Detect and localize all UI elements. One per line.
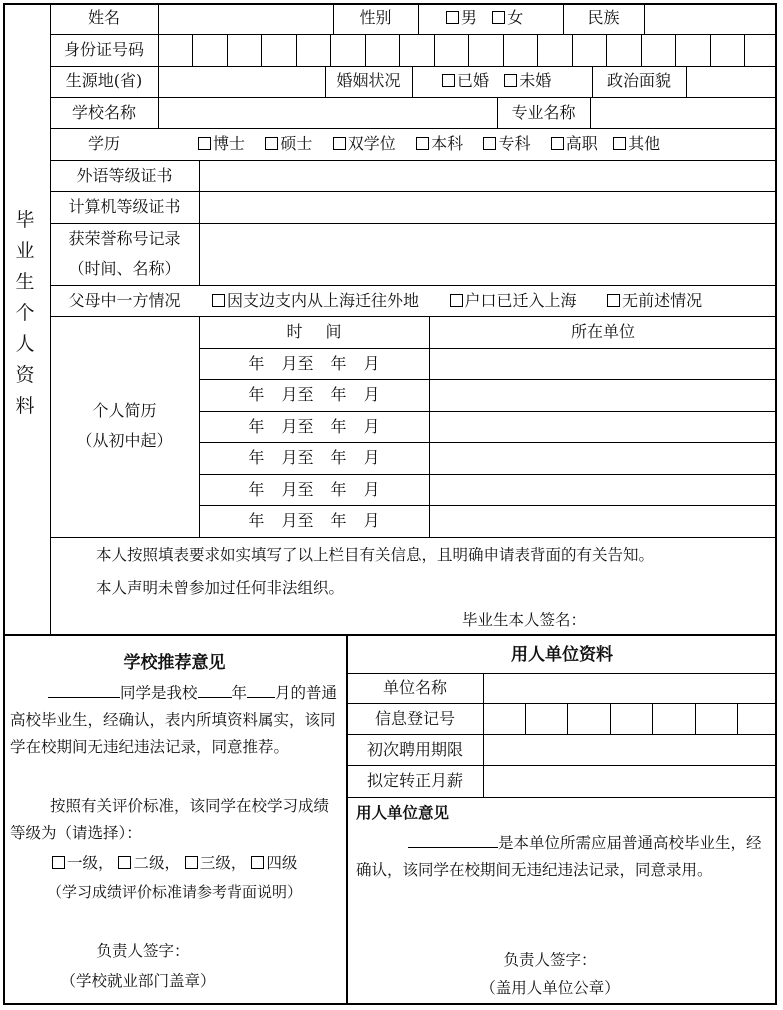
rule	[199, 474, 777, 475]
rule	[50, 160, 777, 161]
rule	[199, 411, 777, 412]
rule	[675, 34, 676, 66]
rule	[686, 66, 687, 98]
rule	[261, 34, 262, 66]
term-label: 初次聘用期限	[366, 740, 463, 759]
checkbox-icon	[333, 137, 346, 150]
year-blank[interactable]	[198, 697, 232, 698]
major-label: 专业名称	[511, 103, 576, 122]
rule	[737, 703, 738, 735]
grade-1-checkbox[interactable]: 一级，	[52, 854, 114, 872]
rule	[399, 34, 400, 66]
month-blank[interactable]	[247, 697, 275, 698]
id-number-label: 身份证号码	[63, 40, 144, 59]
declaration-line-1: 本人按照填表要求如实填写了以上栏目有关信息，且明确申请表背面的有关告知。	[96, 546, 655, 564]
time-header: 时 间	[286, 322, 342, 341]
rule	[695, 703, 696, 735]
rule	[50, 66, 777, 67]
political-label: 政治面貌	[606, 71, 671, 90]
rule	[158, 3, 159, 129]
gender-options	[446, 8, 523, 28]
rule	[330, 34, 331, 66]
rule	[296, 34, 297, 66]
resume-time-row: 年 月至 年 月	[248, 480, 380, 499]
origin-label: 生源地(省)	[65, 71, 143, 90]
section-divider	[3, 634, 777, 636]
reg-no-label: 信息登记号	[374, 709, 455, 728]
checkbox-icon	[492, 11, 505, 24]
rule	[199, 160, 200, 286]
declaration-line-2: 本人声明未曾参加过任何非法组织。	[96, 579, 345, 597]
edu-master-checkbox[interactable]: 硕士	[265, 134, 312, 153]
rule	[50, 191, 777, 192]
rule	[50, 34, 777, 35]
rule	[434, 34, 435, 66]
rule	[744, 34, 745, 66]
married-checkbox[interactable]: 已婚	[442, 71, 489, 90]
computer-cert-label: 计算机等级证书	[68, 197, 181, 216]
section-label: 毕 业 生 个 人 资 料	[15, 209, 35, 417]
resume-time-row: 年 月至 年 月	[248, 417, 380, 436]
resume-time-row: 年 月至 年 月	[248, 385, 380, 404]
checkbox-icon	[52, 856, 65, 869]
unmarried-checkbox[interactable]: 未婚	[504, 71, 551, 90]
unit-name-label: 单位名称	[382, 678, 447, 697]
rule	[50, 316, 777, 317]
edu-vocational-checkbox[interactable]: 高职	[551, 134, 598, 153]
gender-label: 性别	[359, 8, 392, 27]
rule	[347, 797, 777, 798]
employer-stamp-label: （盖用人单位公章）	[480, 979, 620, 997]
rule	[199, 379, 777, 380]
checkbox-icon	[607, 294, 620, 307]
salary-label: 拟定转正月薪	[366, 771, 463, 790]
rule	[429, 316, 430, 538]
checkbox-icon	[185, 856, 198, 869]
grade-3-checkbox[interactable]: 三级，	[185, 854, 247, 872]
parent-moved-out-checkbox[interactable]: 因支边支内从上海迁往外地	[212, 291, 419, 310]
rule	[525, 703, 526, 735]
checkbox-icon	[198, 137, 211, 150]
rule	[347, 703, 777, 704]
employer-sign-label: 负责人签字：	[503, 951, 597, 969]
checkbox-icon	[265, 137, 278, 150]
edu-other-checkbox[interactable]: 其他	[613, 134, 660, 153]
checkbox-icon	[446, 11, 459, 24]
rule	[50, 97, 777, 98]
school-opinion-paragraph: 同学是我校 年 月的普通高校毕业生，经确认，表内所填资料属实，该同学在校期间无违纪违法记录，同意推荐。	[10, 684, 338, 756]
checkbox-icon	[212, 294, 225, 307]
grade-2-checkbox[interactable]: 二级，	[118, 854, 180, 872]
checkbox-icon	[504, 74, 517, 87]
grade-options	[52, 853, 297, 873]
edu-bachelor-checkbox[interactable]: 本科	[416, 134, 463, 153]
ethnicity-label: 民族	[587, 8, 620, 27]
employer-opinion-title: 用人单位意见	[356, 803, 450, 822]
student-name-blank[interactable]	[48, 697, 120, 698]
rule	[652, 703, 653, 735]
rule	[537, 34, 538, 66]
name-label: 姓名	[87, 8, 120, 27]
gender-female-checkbox[interactable]: 女	[492, 8, 523, 27]
rule	[192, 34, 193, 66]
edu-college-checkbox[interactable]: 专科	[483, 134, 530, 153]
rule	[199, 442, 777, 443]
rule	[590, 97, 591, 129]
employer-title: 用人单位资料	[511, 645, 613, 665]
rule	[365, 34, 366, 66]
rule	[199, 505, 777, 506]
resume-label: 个人简历	[92, 401, 157, 420]
checkbox-icon	[483, 137, 496, 150]
rule	[567, 703, 568, 735]
rule	[227, 34, 228, 66]
rule	[347, 734, 777, 735]
parent-none-checkbox[interactable]: 无前述情况	[607, 291, 702, 310]
checkbox-icon	[551, 137, 564, 150]
honor-label: 获荣誉称号记录	[68, 229, 181, 248]
rule	[50, 223, 777, 224]
rule	[572, 34, 573, 66]
honor-sublabel: （时间、名称）	[68, 259, 181, 278]
rule	[710, 34, 711, 66]
parent-hukou-checkbox[interactable]: 户口已迁入上海	[450, 291, 577, 310]
resume-time-row: 年 月至 年 月	[248, 354, 380, 373]
school-opinion-title: 学校推荐意见	[123, 653, 226, 673]
rule	[503, 34, 504, 66]
checkbox-icon	[613, 137, 626, 150]
rule	[199, 348, 777, 349]
school-label: 学校名称	[71, 103, 136, 122]
edu-double-degree-checkbox[interactable]: 双学位	[333, 134, 396, 153]
resume-time-row: 年 月至 年 月	[248, 448, 380, 467]
school-sign-label: 负责人签字：	[96, 942, 190, 960]
checkbox-icon	[416, 137, 429, 150]
marital-options	[442, 71, 551, 91]
language-cert-label: 外语等级证书	[76, 166, 173, 185]
education-label: 学历	[87, 134, 120, 153]
rule	[610, 703, 611, 735]
gender-male-checkbox[interactable]: 男	[446, 8, 477, 27]
rule	[483, 673, 484, 798]
student-signature-label: 毕业生本人签名：	[462, 611, 587, 629]
rule	[50, 285, 777, 286]
rule	[468, 34, 469, 66]
school-stamp-label: （学校就业部门盖章）	[60, 972, 216, 990]
education-options	[198, 134, 660, 154]
resume-time-row: 年 月至 年 月	[248, 511, 380, 530]
checkbox-icon	[450, 294, 463, 307]
grade-4-checkbox[interactable]: 四级	[251, 854, 297, 872]
rule	[347, 673, 777, 674]
checkbox-icon	[442, 74, 455, 87]
rule	[412, 66, 413, 98]
rule	[50, 3, 51, 635]
rule	[50, 128, 777, 129]
rule	[418, 3, 419, 35]
rule	[347, 765, 777, 766]
rule	[50, 537, 777, 538]
checkbox-icon	[118, 856, 131, 869]
rule	[641, 34, 642, 66]
resume-sublabel: （从初中起）	[76, 431, 173, 450]
marital-label: 婚姻状况	[336, 71, 401, 90]
grade-note: （学习成绩评价标准请参考背面说明）	[46, 883, 302, 901]
rule	[644, 3, 645, 35]
unit-header: 所在单位	[570, 322, 635, 341]
parent-label: 父母中一方情况	[68, 291, 181, 310]
parent-options	[212, 291, 702, 311]
employer-student-blank[interactable]	[408, 847, 498, 848]
employer-opinion-paragraph: 是本单位所需应届普通高校毕业生，经确认，该同学在校期间无违纪违法记录，同意录用。	[356, 834, 762, 879]
checkbox-icon	[251, 856, 264, 869]
grade-paragraph: 按照有关评价标准，该同学在校学习成绩等级为（请选择）：	[10, 797, 330, 842]
edu-phd-checkbox[interactable]: 博士	[198, 134, 245, 153]
rule	[606, 34, 607, 66]
